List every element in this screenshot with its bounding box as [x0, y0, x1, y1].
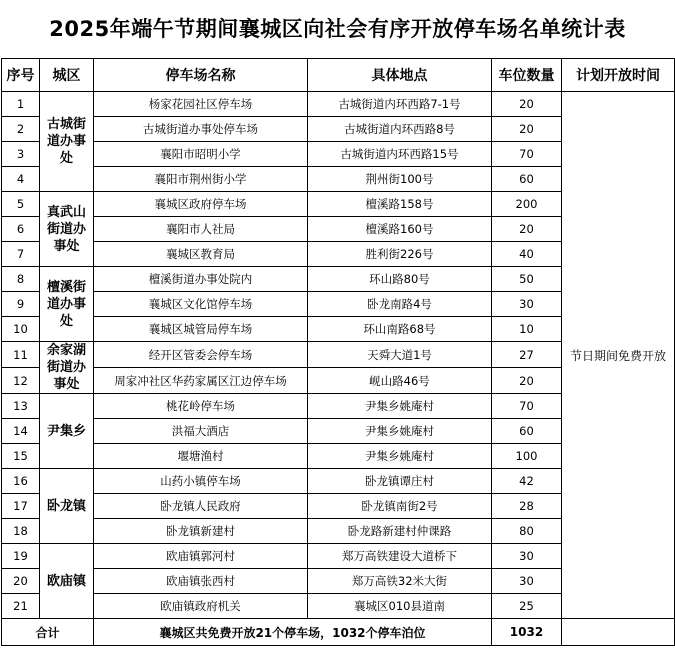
- row-spaces: 25: [492, 594, 562, 619]
- row-spaces: 70: [492, 142, 562, 167]
- row-address: 环山南路68号: [308, 317, 492, 342]
- row-seq: 18: [2, 519, 40, 544]
- row-seq: 20: [2, 569, 40, 594]
- row-parking-name: 欧庙镇政府机关: [94, 594, 308, 619]
- row-address: 卧龙镇谭庄村: [308, 469, 492, 494]
- row-address: 尹集乡姚庵村: [308, 444, 492, 469]
- table-header-row: [2, 59, 675, 92]
- row-address: 檀溪路158号: [308, 192, 492, 217]
- row-address: 尹集乡姚庵村: [308, 419, 492, 444]
- row-seq: 15: [2, 444, 40, 469]
- row-parking-name: 襄城区文化馆停车场: [94, 292, 308, 317]
- row-spaces: 70: [492, 394, 562, 419]
- row-address: 卧龙南路4号: [308, 292, 492, 317]
- row-seq: 7: [2, 242, 40, 267]
- row-district: 欧庙镇: [40, 544, 94, 619]
- row-spaces: 50: [492, 267, 562, 292]
- row-spaces: 20: [492, 92, 562, 117]
- row-parking-name: 卧龙镇新建村: [94, 519, 308, 544]
- row-parking-name: 堰塘渔村: [94, 444, 308, 469]
- row-address: 卧龙镇南街2号: [308, 494, 492, 519]
- row-parking-name: 襄阳市荆州街小学: [94, 167, 308, 192]
- row-address: 檀溪路160号: [308, 217, 492, 242]
- row-seq: 1: [2, 92, 40, 117]
- row-spaces: 80: [492, 519, 562, 544]
- row-seq: 8: [2, 267, 40, 292]
- row-spaces: 100: [492, 444, 562, 469]
- row-seq: 16: [2, 469, 40, 494]
- row-seq: 3: [2, 142, 40, 167]
- row-seq: 13: [2, 394, 40, 419]
- row-seq: 19: [2, 544, 40, 569]
- row-address: 郑万高铁建设大道桥下: [308, 544, 492, 569]
- row-spaces: 20: [492, 368, 562, 394]
- row-seq: 4: [2, 167, 40, 192]
- total-row: [2, 619, 675, 646]
- row-spaces: 27: [492, 342, 562, 368]
- row-district: 古城街道办事处: [40, 92, 94, 192]
- row-spaces: 60: [492, 419, 562, 444]
- row-address: 郑万高铁32米大街: [308, 569, 492, 594]
- row-parking-name: 欧庙镇郭河村: [94, 544, 308, 569]
- row-seq: 14: [2, 419, 40, 444]
- row-spaces: 28: [492, 494, 562, 519]
- row-seq: 10: [2, 317, 40, 342]
- row-address: 岘山路46号: [308, 368, 492, 394]
- header-spaces: 车位数量: [492, 59, 562, 92]
- row-seq: 21: [2, 594, 40, 619]
- row-parking-name: 襄阳市人社局: [94, 217, 308, 242]
- row-address: 尹集乡姚庵村: [308, 394, 492, 419]
- row-plan: 节日期间免费开放: [562, 92, 675, 619]
- row-seq: 11: [2, 342, 40, 368]
- header-address: 具体地点: [308, 59, 492, 92]
- row-district: 真武山街道办事处: [40, 192, 94, 267]
- row-spaces: 30: [492, 544, 562, 569]
- row-spaces: 200: [492, 192, 562, 217]
- table-body: [2, 92, 675, 646]
- row-parking-name: 襄阳市昭明小学: [94, 142, 308, 167]
- row-parking-name: 经开区管委会停车场: [94, 342, 308, 368]
- row-seq: 5: [2, 192, 40, 217]
- row-parking-name: 襄城区教育局: [94, 242, 308, 267]
- row-parking-name: 周家冲社区华药家属区江边停车场: [94, 368, 308, 394]
- row-address: 天舜大道1号: [308, 342, 492, 368]
- row-seq: 12: [2, 368, 40, 394]
- row-parking-name: 山药小镇停车场: [94, 469, 308, 494]
- parking-table: [1, 58, 675, 646]
- total-label: 合计: [2, 619, 94, 646]
- row-address: 古城街道内环西路8号: [308, 117, 492, 142]
- row-parking-name: 杨家花园社区停车场: [94, 92, 308, 117]
- row-address: 卧龙路新建村仲课路: [308, 519, 492, 544]
- row-address: 荆州街100号: [308, 167, 492, 192]
- row-seq: 17: [2, 494, 40, 519]
- header-seq: 序号: [2, 59, 40, 92]
- total-summary: 襄城区共免费开放21个停车场，1032个停车泊位: [94, 619, 492, 646]
- row-parking-name: 襄城区城管局停车场: [94, 317, 308, 342]
- row-district: 尹集乡: [40, 394, 94, 469]
- row-seq: 6: [2, 217, 40, 242]
- document-title: 2025年端午节期间襄城区向社会有序开放停车场名单统计表: [49, 17, 626, 41]
- row-address: 古城街道内环西路7-1号: [308, 92, 492, 117]
- row-address: 襄城区010县道南: [308, 594, 492, 619]
- row-district: 卧龙镇: [40, 469, 94, 544]
- row-seq: 2: [2, 117, 40, 142]
- row-parking-name: 桃花岭停车场: [94, 394, 308, 419]
- row-address: 环山路80号: [308, 267, 492, 292]
- row-seq: 9: [2, 292, 40, 317]
- header-plan: 计划开放时间: [562, 59, 675, 92]
- row-address: 胜利街226号: [308, 242, 492, 267]
- row-spaces: 20: [492, 117, 562, 142]
- row-spaces: 30: [492, 292, 562, 317]
- row-spaces: 60: [492, 167, 562, 192]
- row-parking-name: 檀溪街道办事处院内: [94, 267, 308, 292]
- row-parking-name: 欧庙镇张西村: [94, 569, 308, 594]
- row-spaces: 20: [492, 217, 562, 242]
- row-parking-name: 卧龙镇人民政府: [94, 494, 308, 519]
- row-spaces: 42: [492, 469, 562, 494]
- row-district: 余家湖街道办事处: [40, 342, 94, 394]
- header-name: 停车场名称: [94, 59, 308, 92]
- row-spaces: 30: [492, 569, 562, 594]
- table-row: [2, 92, 675, 117]
- total-plan-empty: [562, 619, 675, 646]
- row-parking-name: 洪福大酒店: [94, 419, 308, 444]
- total-spaces: 1032: [492, 619, 562, 646]
- row-district: 檀溪街道办事处: [40, 267, 94, 342]
- row-address: 古城街道内环西路15号: [308, 142, 492, 167]
- header-district: 城区: [40, 59, 94, 92]
- row-parking-name: 襄城区政府停车场: [94, 192, 308, 217]
- row-parking-name: 古城街道办事处停车场: [94, 117, 308, 142]
- row-spaces: 40: [492, 242, 562, 267]
- row-spaces: 10: [492, 317, 562, 342]
